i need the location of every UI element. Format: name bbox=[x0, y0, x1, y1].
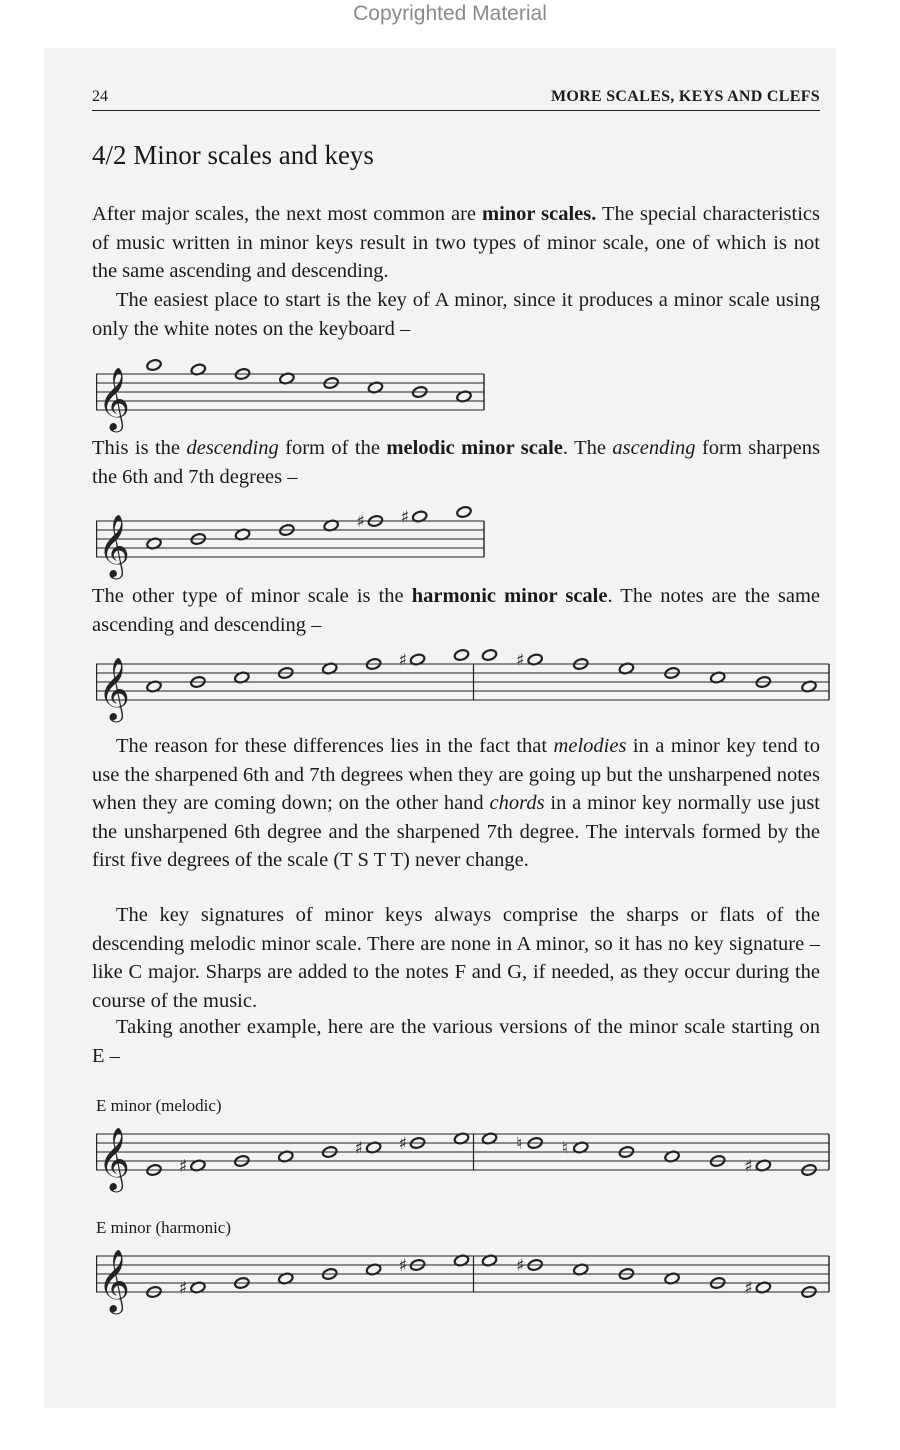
running-head bbox=[92, 86, 820, 111]
book-page bbox=[44, 48, 836, 1408]
paragraph-e-minor: Taking another example, here are the various versions of the minor scale starting on E – bbox=[92, 1016, 820, 1067]
paragraph-harmonic: The other type of minor scale is the harmonic minor scale. The notes are the same ascending and descending – bbox=[92, 585, 820, 636]
paragraph-a-minor: The easiest place to start is the key of A minor, since it produces a minor scale using only the white notes on the keyboard – bbox=[92, 289, 820, 340]
sharp-icon: ♯ bbox=[354, 1138, 363, 1159]
natural-icon: ♮ bbox=[516, 1134, 523, 1154]
treble-clef-icon: 𝄞 bbox=[98, 367, 130, 430]
staff-e-minor-melodic bbox=[96, 1116, 831, 1196]
paragraph-reason: The reason for these differences lies in the fact that melodies in a minor key tend to use the sharpened 6th and 7th degrees when they are going up but the unsharpened notes when they are coming down; on the other hand chords in a minor key normally use just the unsharpened 6th degree and the sharpened 7th degree. The intervals formed by the first five degrees of the scale (T S T T) never change. bbox=[92, 735, 820, 871]
staff-a-minor-ascending bbox=[96, 503, 486, 583]
treble-clef-icon: 𝄞 bbox=[98, 1127, 130, 1190]
whole-note bbox=[481, 648, 497, 661]
sharp-icon: ♯ bbox=[178, 1156, 188, 1177]
label-e-minor-melodic: E minor (melodic) bbox=[96, 1096, 222, 1115]
sharp-icon: ♯ bbox=[398, 1256, 407, 1276]
page-number: 24 bbox=[92, 88, 108, 105]
paragraph-melodic: This is the descending form of the melodic minor scale. The ascending form sharpens the 6th and 7th degrees – bbox=[92, 437, 820, 488]
treble-clef-icon: 𝄞 bbox=[98, 1249, 130, 1312]
whole-note bbox=[456, 505, 472, 518]
treble-clef-icon: 𝄞 bbox=[98, 514, 130, 577]
section-title: 4/2 Minor scales and keys bbox=[92, 140, 374, 170]
sharp-icon: ♯ bbox=[744, 1278, 753, 1299]
sharp-icon: ♯ bbox=[744, 1156, 753, 1177]
whole-note bbox=[453, 648, 469, 661]
sharp-icon: ♯ bbox=[516, 1256, 525, 1276]
whole-note bbox=[146, 358, 162, 371]
paragraph-key-signatures: The key signatures of minor keys always comprise the sharps or flats of the descending melodic minor scale. There are none in A minor, so it has no key signature – like C major. Sharps are added to the notes F and G, if needed, as they occur during the course of the music. bbox=[92, 904, 820, 1012]
sharp-icon: ♯ bbox=[178, 1278, 188, 1299]
label-e-minor-harmonic: E minor (harmonic) bbox=[96, 1218, 232, 1237]
sharp-icon: ♯ bbox=[356, 512, 365, 532]
paragraph-intro: After major scales, the next most common are minor scales. The special characteristics of music written in minor keys result in two types of minor scale, one of which is not the same ascending and descending. bbox=[92, 203, 820, 282]
copyright-watermark: Copyrighted Material bbox=[353, 2, 547, 25]
staff-e-minor-harmonic bbox=[96, 1238, 831, 1318]
sharp-icon: ♯ bbox=[398, 650, 407, 671]
staff-a-minor-descending bbox=[96, 356, 486, 436]
treble-clef-icon: 𝄞 bbox=[98, 657, 130, 720]
sharp-icon: ♯ bbox=[400, 507, 409, 528]
running-title: MORE SCALES, KEYS AND CLEFS bbox=[550, 88, 820, 105]
sharp-icon: ♯ bbox=[398, 1134, 407, 1154]
natural-icon: ♮ bbox=[561, 1138, 568, 1159]
staff-a-harmonic-minor bbox=[96, 646, 831, 726]
sharp-icon: ♯ bbox=[516, 650, 525, 671]
